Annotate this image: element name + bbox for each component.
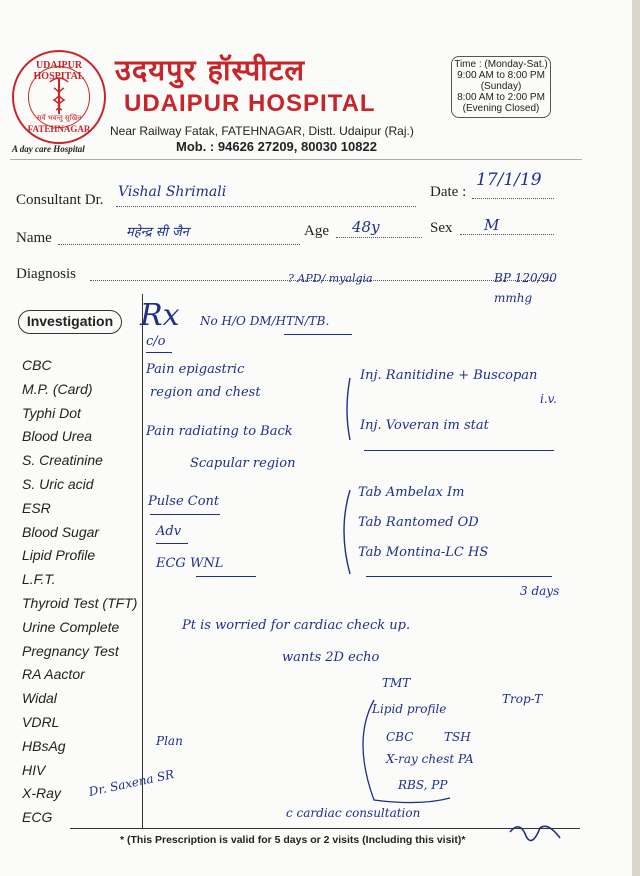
investigation-item: Typhi Dot <box>22 404 81 421</box>
hw-test: RBS, PP <box>398 778 448 792</box>
investigation-item: Lipid Profile <box>22 547 96 564</box>
hw-wants: wants 2D echo <box>282 650 380 665</box>
validity-note: * (This Prescription is valid for 5 days or 2 visits (Including this visit)* <box>120 834 466 846</box>
hw-history: No H/O DM/HTN/TB. <box>200 314 330 328</box>
investigation-item: Blood Urea <box>22 428 93 445</box>
logo-motto: सर्वे भवन्तु सुखिन <box>36 114 82 122</box>
investigation-item: VDRL <box>22 713 60 730</box>
hw-medication: Inj. Voveran im stat <box>360 418 489 433</box>
timing-line: 8:00 AM to 2:00 PM <box>457 92 545 103</box>
hw-test: TSH <box>444 730 471 744</box>
hw-sex: M <box>484 216 500 234</box>
hw-tablet: Tab Ambelax Im <box>358 485 465 500</box>
hw-diagnosis: ? APD/ myalgia <box>288 272 373 285</box>
hw-exam: ECG WNL <box>156 556 224 571</box>
hw-exam: Adv <box>156 524 182 539</box>
hw-test: Lipid profile <box>372 702 447 716</box>
name-label: Name <box>16 230 52 246</box>
timing-line: (Evening Closed) <box>462 103 540 114</box>
date-label: Date : <box>430 184 467 200</box>
investigation-item: Pregnancy Test <box>22 642 119 659</box>
hw-tablet: Tab Montina-LC HS <box>358 545 489 560</box>
hw-test: TMT <box>382 676 411 690</box>
hw-date: 17/1/19 <box>476 170 542 190</box>
investigation-item: S. Uric acid <box>22 475 94 492</box>
hw-test: Trop-T <box>502 692 543 706</box>
sex-label: Sex <box>430 220 453 236</box>
bracket-medications <box>347 378 350 440</box>
consultant-label: Consultant Dr. <box>16 192 104 208</box>
hw-exam: Pulse Cont <box>148 494 220 509</box>
hw-refer: c cardiac consultation <box>286 806 421 820</box>
investigation-item: Urine Complete <box>22 618 120 635</box>
investigation-item: M.P. (Card) <box>22 380 93 397</box>
hw-plan: Pt is worried for cardiac check up. <box>182 618 411 633</box>
footer-divider <box>70 828 580 829</box>
logo-bottom-text: FATEHNAGAR <box>27 124 91 134</box>
investigation-item: Widal <box>22 690 57 707</box>
investigation-item: ECG <box>22 809 53 826</box>
logo-top-text: UDAIPUR HOSPITAL <box>33 60 85 82</box>
diagnosis-label: Diagnosis <box>16 266 76 282</box>
circle-investigations <box>363 700 450 803</box>
hospital-mobile: Mob. : 94626 27209, 80030 10822 <box>176 139 377 154</box>
bracket-tablets <box>344 490 350 574</box>
timing-line: 9:00 AM to 8:00 PM <box>457 70 545 81</box>
hw-test: X-ray chest PA <box>386 752 474 766</box>
investigation-heading: Investigation <box>18 310 122 334</box>
hospital-tagline: A day care Hospital <box>12 144 85 154</box>
hw-medication: Inj. Ranitidine + Buscopan <box>360 368 538 383</box>
timing-line: (Sunday) <box>480 81 522 92</box>
investigation-item: Thyroid Test (TFT) <box>22 594 138 611</box>
hw-plan-to: Plan <box>156 734 183 748</box>
hw-medication: i.v. <box>540 392 557 406</box>
hw-complaint: Scapular region <box>190 456 296 471</box>
hw-tablet: Tab Rantomed OD <box>358 515 479 530</box>
investigation-item: RA Aactor <box>22 666 85 683</box>
timing-line: Time : (Monday-Sat.) <box>454 59 548 70</box>
hw-rx: Rx <box>140 298 180 333</box>
hw-complaint: Pain epigastric <box>146 362 245 377</box>
investigation-item: X-Ray <box>22 785 61 802</box>
investigation-item: S. Creatinine <box>22 452 103 469</box>
hw-patient-name: महेन्द्र सी जैन <box>126 225 189 240</box>
hospital-name: UDAIPUR HOSPITAL <box>124 90 376 117</box>
investigation-item: CBC <box>22 357 52 373</box>
age-label: Age <box>304 223 329 239</box>
hw-duration: 3 days <box>520 584 560 598</box>
hw-complaint: Pain radiating to Back <box>146 424 293 439</box>
hw-complaint: region and chest <box>150 385 261 400</box>
hospital-address: Near Railway Fatak, FATEHNAGAR, Distt. Udaipur (Raj.) <box>110 124 414 138</box>
hw-doctor: Dr. Saxena SR <box>87 767 176 799</box>
investigation-item: HIV <box>22 761 46 778</box>
hw-co: c/o <box>146 334 166 349</box>
investigation-item: Blood Sugar <box>22 523 100 540</box>
hw-age: 48y <box>352 218 380 236</box>
investigation-item: HBsAg <box>22 737 66 754</box>
investigation-item: ESR <box>22 499 51 516</box>
hw-bp: BP 120/90 mmhg <box>494 271 557 305</box>
hospital-name-hindi: उदयपुर हॉस्पीटल <box>115 53 305 87</box>
hw-test: CBC <box>386 730 414 744</box>
hw-consultant: Vishal Shrimali <box>118 184 227 200</box>
investigation-item: L.F.T. <box>22 571 56 588</box>
